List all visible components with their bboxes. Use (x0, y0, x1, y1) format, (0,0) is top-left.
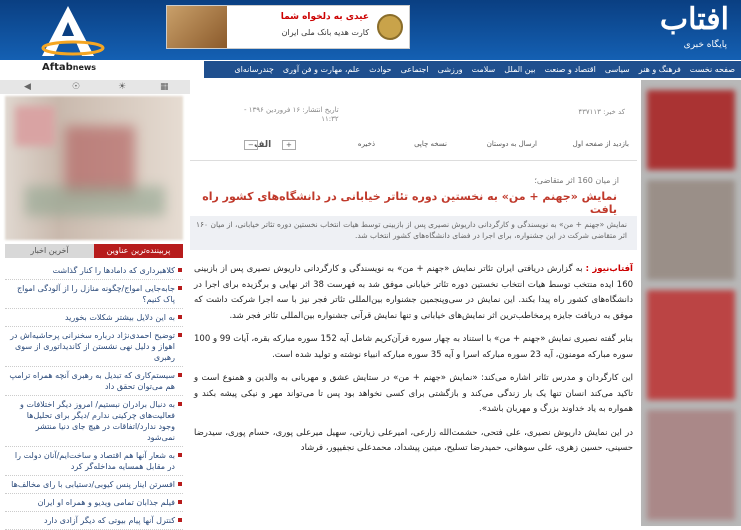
article-paragraph: این کارگردان و مدرس تئاتر اشاره می‌کند: «نمایش «جهنم + من» در ستایش عشق و مهربانی به والدین و همنوع است و تاکید می‌کند انسان تنها یک بار زندگی می‌کند و بازگشتی برای کسی نخواهد بود پس تا می‌تواند مهر و نیکی پیشه بکند و همواره به یاد خداوند بزرگ و مهربان باشد». (194, 373, 633, 414)
calendar-icon[interactable]: ▦ (160, 82, 169, 92)
site-brand[interactable]: افتاب (659, 2, 729, 37)
weather-icon[interactable]: ☀ (118, 82, 127, 92)
most-viewed-list (5, 262, 183, 530)
list-item[interactable]: جابه‌جایی امواج/چگونه منازل را از آلودگی امواج پاک کنیم؟ (5, 280, 183, 309)
nav-sports[interactable]: ورزشی (437, 65, 463, 74)
blurred-ad[interactable] (647, 180, 735, 280)
font-decrease-button[interactable]: − (244, 140, 258, 150)
nav-social[interactable]: اجتماعی (400, 65, 429, 74)
list-item[interactable]: فیلم جذابان تمامی ویدیو و همراه او ایران (5, 494, 183, 512)
article-pretitle: از میان 160 اثر متقاضی؛ (534, 176, 619, 185)
article-title: نمایش «جهنم + من» به نخستین دوره تئاتر خیابانی در دانشگاه‌های کشور راه یافت (202, 190, 617, 216)
banner-headline: عیدی به دلخواه شما (280, 12, 369, 22)
news-source: آفتاب‌نیوز : (585, 264, 633, 274)
list-item[interactable]: افسرتن اینار پنس کیوبی/دستیابی با رای مخالف‌ها (5, 476, 183, 494)
send-to-friends-link[interactable]: ارسال به دوستان (486, 140, 537, 148)
bank-banner-ad[interactable] (166, 5, 410, 49)
font-size-label: الف (254, 140, 272, 150)
nav-economy[interactable]: اقتصاد و صنعت (544, 65, 596, 74)
nav-health[interactable]: سلامت (471, 65, 496, 74)
article-lead: نمایش «جهنم + من» به نویسندگی و کارگردانی داریوش نصیری پس از بازبینی توسط هیات انتخاب نخستین دوره تئاتر خیابانی، از میان ۱۶۰ اثر متقاضی شرکت در این جشنواره، برای اجرا در فضای دانشگاه‌های کشور انتخاب شد. (190, 216, 637, 250)
save-link[interactable]: ذخیره (357, 140, 375, 148)
article-actions (190, 136, 637, 158)
site-tagline: پایگاه خبری (683, 40, 727, 50)
nav-politics[interactable]: سیاسی (604, 65, 630, 74)
publish-date-line1: تاریخ انتشار: ۱۶ فروردین ۱۳۹۶ - (244, 106, 339, 114)
right-blurred-ads[interactable] (641, 80, 741, 526)
nav-incidents[interactable]: حوادث (369, 65, 392, 74)
print-link[interactable]: نسخه چاپی (414, 140, 447, 148)
list-item[interactable]: به شعار آنها هم اقتصاد و ساخت‌ایم/آنان دولت را در مقابل همسایه مداخله‌گر کرد (5, 447, 183, 476)
left-blurred-ad[interactable] (5, 96, 183, 240)
nav-multimedia[interactable]: چندرسانه‌ای (234, 65, 274, 74)
publish-date-line2: ۱۱:۳۲ (321, 115, 339, 123)
list-item[interactable]: به این دلایل بیشتر شکلات بخورید (5, 309, 183, 327)
article-body (190, 262, 637, 465)
nav-science[interactable]: علم، مهارت و فن آوری (282, 65, 361, 74)
blurred-ad[interactable] (647, 290, 735, 400)
list-item[interactable]: توضیح احمدی‌نژاد درباره سخنرانی پرحاشیه‌اش در اهواز و دلیل نهی نشستن از کاندیداتوری از سوی رهبری (5, 327, 183, 367)
list-item[interactable]: کلاهبرداری که دامادها را کنار گذاشت (5, 262, 183, 280)
gift-card-image (167, 6, 227, 48)
main-nav (204, 61, 741, 78)
font-increase-button[interactable]: + (282, 140, 296, 150)
divider (190, 160, 637, 161)
article-paragraph: در این نمایش داریوش نصیری، علی فتحی، حشمت‌الله زارعی، امیرعلی زیارتی، سهیل میرعلی پوری، حسام پوری، سیدرضا حسینی، حسین زهری، علی سوهانی، حمیدرضا تسلیح، میتین پیشداد، محمدعلی نجفیپور، فرشاد (194, 427, 633, 453)
paragraph-text: به گزارش دریافتی ایران تئاتر نمایش «جهنم + من» به نویسندگی و کارگردانی داریوش نصیری پس از بازبینی 160 ایده منتخب توسط هیات انتخاب نخستین دوره تئاتر خیابانی موفق شد به فهرست 38 اثر نهایی و برگزیده برای اجرا در دانشگاه‌های کشور راه پیدا بکند. این نمایش در سی‌وپنجمین جشنواره بین‌المللی تئاتر فجر نیز با سه اجرا شرکت داشت که موفق به دریافت جایزه پرمخاطب‌ترین اثر نمایش‌های خیابانی و تنها نمایش قرآنی جشنواره بین‌المللی تئاتر فجر شد. (194, 264, 634, 321)
list-item[interactable]: کنترل آنها پیام بیوتی که دیگر آزادی دارد (5, 512, 183, 530)
blurred-ad[interactable] (647, 410, 735, 520)
first-page-link[interactable]: بازدید از صفحه اول (572, 140, 629, 148)
left-news-tabs (5, 244, 183, 258)
nav-international[interactable]: بین الملل (504, 65, 536, 74)
logo-wordmark-main: Aftab (42, 62, 73, 73)
site-header (0, 0, 741, 60)
aftab-logo-icon[interactable] (38, 4, 108, 58)
nav-culture[interactable]: فرهنگ و هنر (638, 65, 681, 74)
rss-icon[interactable]: ☉ (72, 82, 81, 92)
logo-wordmark-small: news (72, 63, 97, 72)
bank-melli-logo-icon (377, 14, 403, 40)
article-meta (190, 104, 637, 130)
list-item[interactable]: به دنبال برادران نبستیم/ امروز دیگر اختلافات و فعالیت‌های چرکینی ندارم /دیگر برای تحلیل‌ها وجود ندارد/اتفاقات در هیچ جای دنیا منتشر نمی‌شود (5, 396, 183, 447)
share-icon[interactable]: ◀ (24, 82, 31, 92)
article-paragraph: بنابر گفته نصیری نمایش «جهنم + من» با استناد به چهار سوره قرآن‌کریم شامل آیه 152 سوره مبارکه بقره، آیات 99 و 100 سوره مبارکه مومنون، آیه 23 سوره مبارکه اسرا و آیه 35 سوره مبارکه انبیاء نوشته و تولید شده است. (194, 334, 634, 360)
list-item[interactable]: سیستم‌کاری که تبدیل به رهبری آنچه همراه ترامپ هم می‌توان تحقق داد (5, 367, 183, 396)
news-code: کد خبر: ۴۳۷۱۱۳ (578, 108, 625, 116)
article-main (190, 96, 637, 526)
nav-home[interactable]: صفحه نخست (689, 65, 735, 74)
publish-date (244, 106, 339, 124)
tab-most-viewed[interactable]: پربیننده‌ترین عناوین (94, 244, 183, 258)
tab-latest-news[interactable]: آخرین اخبار (5, 244, 94, 258)
blurred-ad[interactable] (647, 90, 735, 170)
article-paragraph (194, 262, 633, 324)
logo-wordmark[interactable] (42, 62, 96, 73)
banner-subline: کارت هدیه بانک ملی ایران (281, 28, 369, 37)
